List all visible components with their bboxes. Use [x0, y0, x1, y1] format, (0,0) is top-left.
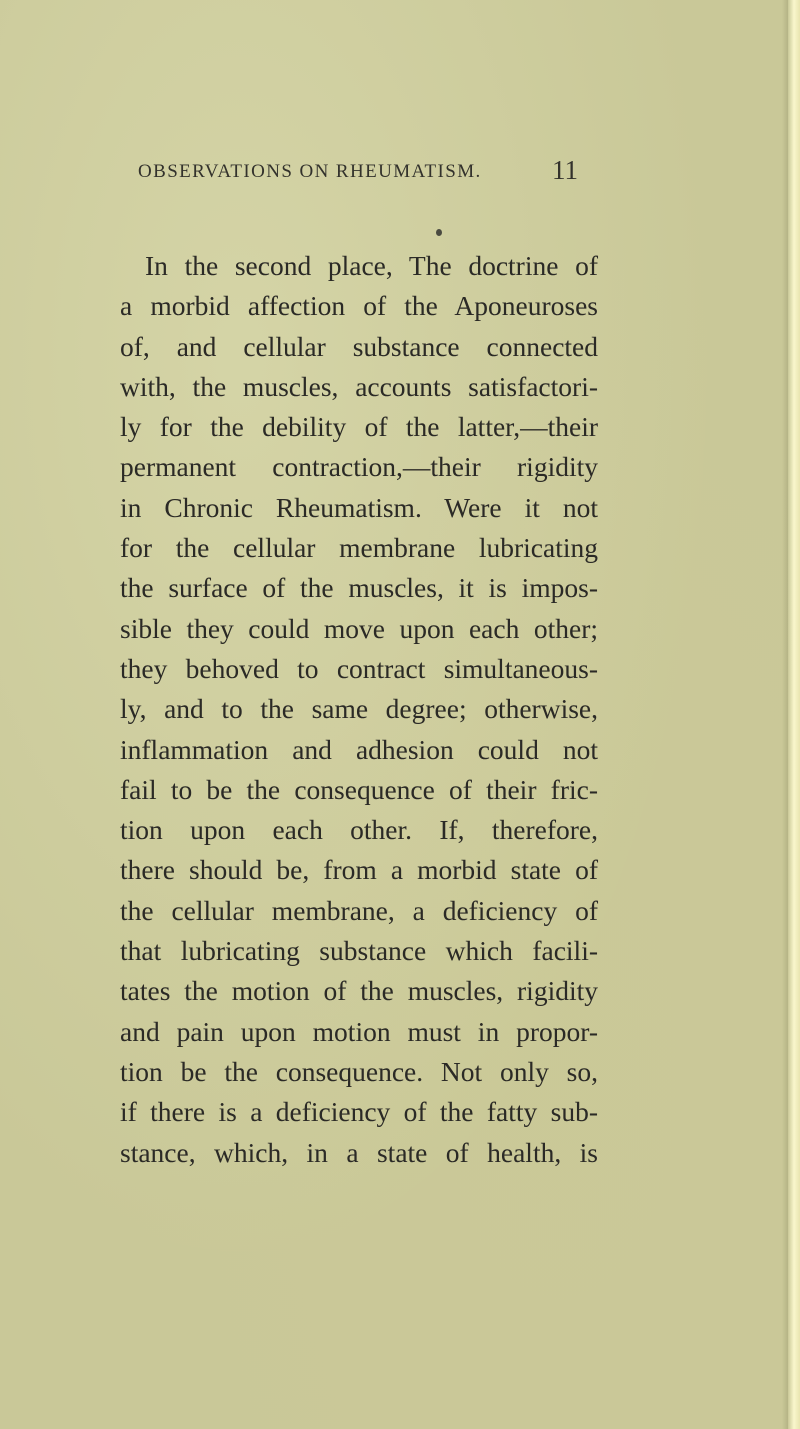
text-line: they behoved to contract simultaneous-: [120, 652, 598, 684]
text-line: in Chronic Rheumatism. Were it not: [120, 491, 598, 523]
text-line: there should be, from a morbid state of: [120, 854, 598, 886]
text-line: In the second place, The doctrine of: [145, 250, 598, 281]
text-line: tion upon each other. If, therefore,: [120, 814, 598, 846]
text-line: that lubricating substance which facili-: [120, 935, 598, 967]
text-line: a morbid affection of the Aponeuroses: [120, 290, 598, 322]
text-line: with, the muscles, accounts satisfactori-: [120, 370, 598, 402]
text-line: ly, and to the same degree; otherwise,: [120, 693, 598, 725]
text-line: ly for the debility of the latter,—their: [120, 411, 598, 443]
text-line: the cellular membrane, a deficiency of: [120, 894, 598, 926]
ink-dot: [436, 229, 442, 236]
text-line: tion be the consequence. Not only so,: [120, 1055, 598, 1087]
text-line: permanent contraction,—their rigidity: [120, 451, 598, 483]
text-line: tates the motion of the muscles, rigidity: [120, 975, 598, 1007]
page-edge: [788, 0, 800, 1429]
text-line: of, and cellular substance connected: [120, 330, 598, 362]
text-line: and pain upon motion must in propor-: [120, 1015, 598, 1047]
text-line: if there is a deficiency of the fatty sub-: [120, 1096, 598, 1128]
text-line: sible they could move upon each other;: [120, 612, 598, 644]
text-line: fail to be the consequence of their fric-: [120, 773, 598, 805]
text-line: inflammation and adhesion could not: [120, 733, 598, 765]
text-line: for the cellular membrane lubricating: [120, 532, 598, 564]
running-head-title: OBSERVATIONS ON RHEUMATISM.: [138, 161, 482, 182]
page-number: 11: [552, 155, 578, 185]
running-head: [138, 155, 578, 191]
body-text: [120, 246, 598, 1173]
text-line: stance, which, in a state of health, is: [120, 1136, 598, 1168]
text-line: the surface of the muscles, it is impos-: [120, 572, 598, 604]
